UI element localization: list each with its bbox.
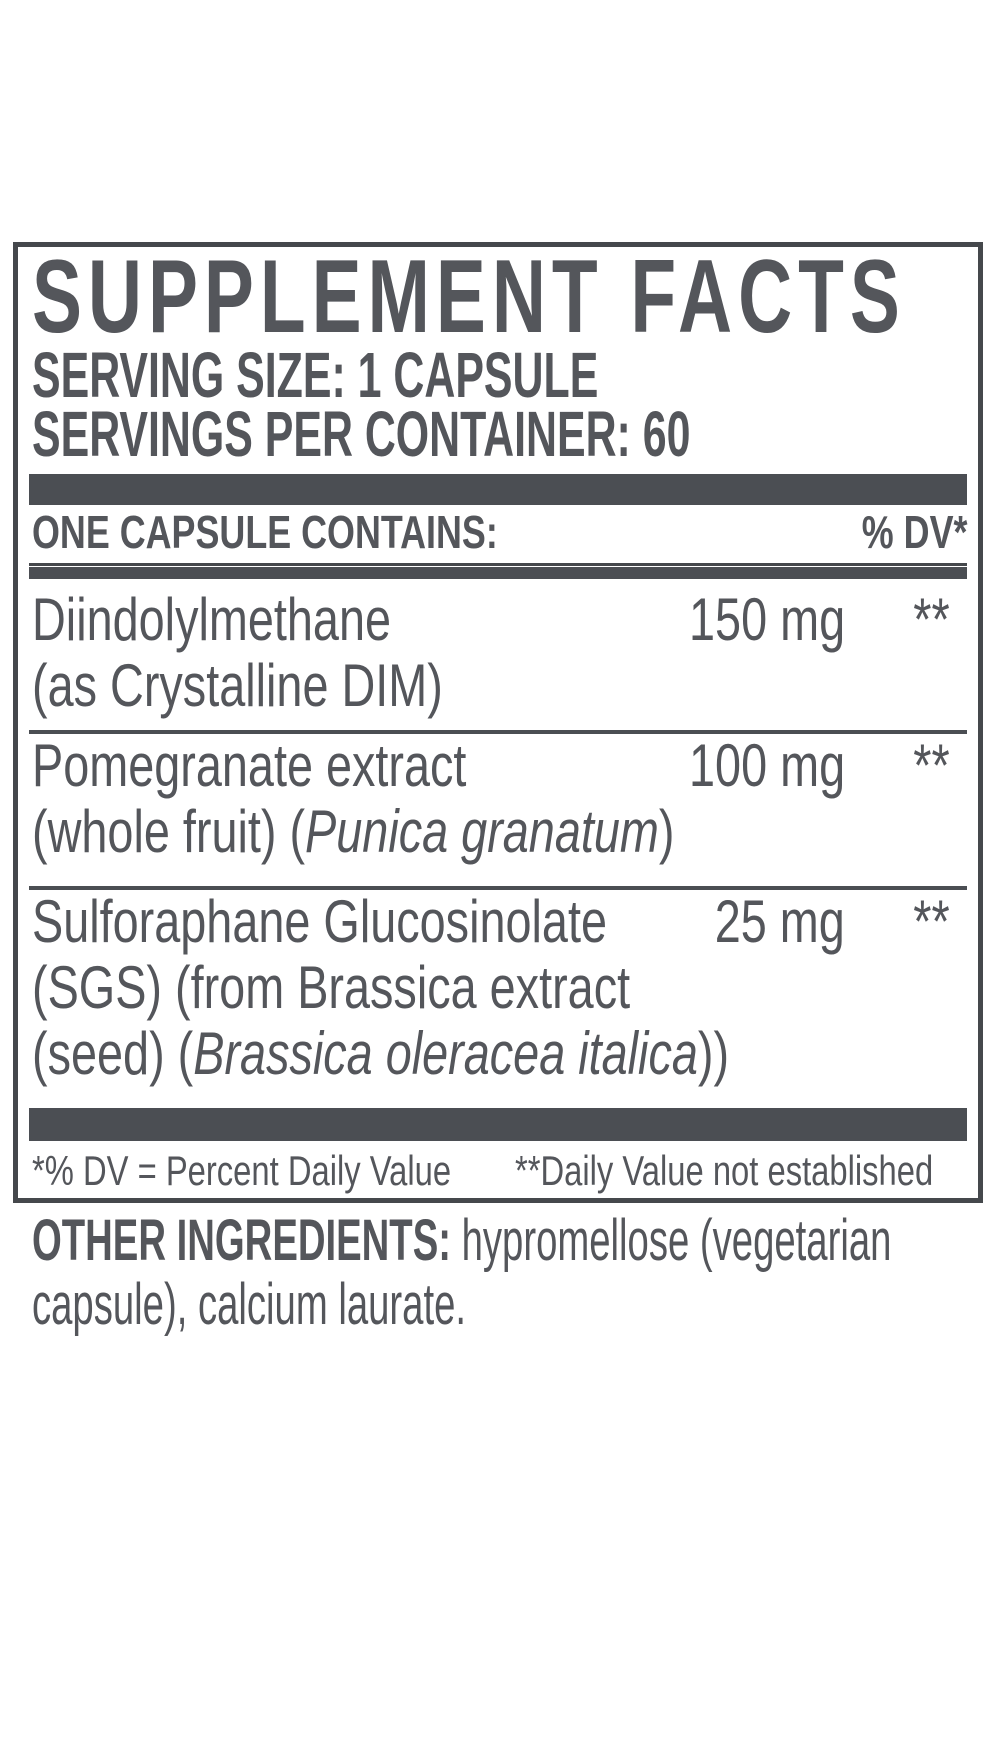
ingredient-dv: ** bbox=[913, 732, 950, 799]
ingredient-dv: ** bbox=[913, 586, 950, 653]
botanical-name: Brassica oleracea italica bbox=[193, 1020, 698, 1087]
servings-per-container-line: SERVINGS PER CONTAINER: 60 bbox=[32, 398, 691, 470]
supplement-facts-panel bbox=[13, 239, 983, 1203]
ingredient-name-line: Pomegranate extract bbox=[32, 732, 467, 799]
footnote-dv-definition: *% DV = Percent Daily Value bbox=[32, 1147, 452, 1194]
footnote-dv-not-established: **Daily Value not established bbox=[514, 1147, 933, 1194]
ingredient-name-line: Diindolylmethane bbox=[32, 586, 392, 653]
ingredient-row-diindolylmethane bbox=[29, 587, 967, 719]
botanical-name: Punica granatum bbox=[305, 798, 659, 865]
double-rule bbox=[29, 563, 967, 579]
ingredient-name-line: (whole fruit) (Punica granatum) bbox=[32, 798, 675, 865]
dv-column-header: % DV* bbox=[861, 506, 967, 558]
ingredient-name-line: Sulforaphane Glucosinolate bbox=[32, 888, 607, 955]
other-ingredients-section bbox=[32, 1209, 1000, 1337]
other-ingredients-line2: capsule), calcium laurate. bbox=[32, 1272, 467, 1337]
ingredient-name-line: (as Crystalline DIM) bbox=[32, 652, 443, 719]
column-header-row bbox=[29, 506, 967, 558]
panel-title-text: SUPPLEMENT FACTS bbox=[32, 239, 906, 355]
ingredient-name-line: (seed) (Brassica oleracea italica)) bbox=[32, 1020, 730, 1087]
ingredient-name-line: (SGS) (from Brassica extract bbox=[32, 954, 631, 1021]
other-ingredients-label: OTHER INGREDIENTS: bbox=[32, 1208, 451, 1273]
header-separator-bar bbox=[29, 474, 967, 505]
serving-size-line: SERVING SIZE: 1 CAPSULE bbox=[32, 339, 599, 411]
ingredient-amount: 25 mg bbox=[714, 888, 845, 955]
ingredient-amount: 150 mg bbox=[688, 586, 845, 653]
column-header-label: ONE CAPSULE CONTAINS: bbox=[32, 506, 498, 558]
other-ingredients-line1: OTHER INGREDIENTS: hypromellose (vegetarian bbox=[32, 1208, 892, 1273]
footnote-row bbox=[29, 1148, 967, 1194]
ingredient-row-pomegranate bbox=[29, 733, 967, 865]
footer-separator-bar bbox=[29, 1108, 967, 1141]
ingredient-dv: ** bbox=[913, 888, 950, 955]
ingredient-row-sulforaphane bbox=[29, 889, 967, 1087]
ingredient-amount: 100 mg bbox=[688, 732, 845, 799]
panel-title bbox=[32, 239, 1000, 355]
